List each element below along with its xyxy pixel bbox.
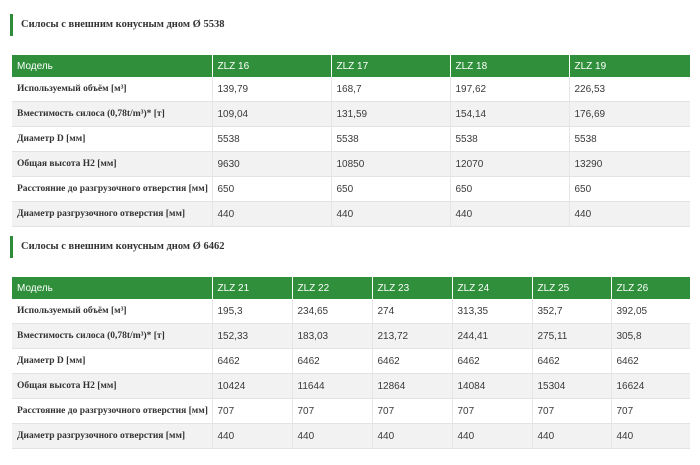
table-header-row (12, 55, 690, 77)
table-cell: 197,62 (450, 77, 569, 102)
table-cell: 15304 (532, 374, 611, 399)
table-cell: 707 (292, 399, 372, 424)
column-header-zlz-19: ZLZ 19 (569, 55, 690, 77)
table-cell: 13290 (569, 152, 690, 177)
table-cell: 10850 (331, 152, 450, 177)
table-cell: 6462 (532, 349, 611, 374)
table-cell: 16624 (611, 374, 690, 399)
table-cell: 440 (569, 202, 690, 227)
table-cell: 109,04 (212, 102, 331, 127)
table-cell: 226,53 (569, 77, 690, 102)
row-label: Общая высота Н2 [мм] (12, 152, 212, 177)
table-cell: 650 (331, 177, 450, 202)
table-cell: 195,3 (212, 299, 292, 324)
table-row (12, 349, 690, 374)
column-header-zlz-23: ZLZ 23 (372, 277, 452, 299)
table-cell: 440 (450, 202, 569, 227)
table-cell: 11644 (292, 374, 372, 399)
table-cell: 5538 (212, 127, 331, 152)
table-row (12, 299, 690, 324)
table-cell: 168,7 (331, 77, 450, 102)
table-row (12, 424, 690, 449)
table-cell: 440 (212, 424, 292, 449)
section-title-6462: Силосы с внешним конусным дном Ø 6462 (10, 236, 224, 258)
table-row (12, 127, 690, 152)
row-label: Диаметр разгрузочного отверстия [мм] (12, 424, 212, 449)
table-cell: 440 (331, 202, 450, 227)
table-cell: 5538 (331, 127, 450, 152)
table-cell: 10424 (212, 374, 292, 399)
column-header-zlz-21: ZLZ 21 (212, 277, 292, 299)
row-label: Диаметр D [мм] (12, 349, 212, 374)
table-cell: 707 (372, 399, 452, 424)
column-header-zlz-26: ZLZ 26 (611, 277, 690, 299)
table-cell: 6462 (292, 349, 372, 374)
section-title-5538: Силосы с внешним конусным дном Ø 5538 (10, 14, 224, 36)
column-header-zlz-16: ZLZ 16 (212, 55, 331, 77)
table-cell: 234,65 (292, 299, 372, 324)
table-cell: 183,03 (292, 324, 372, 349)
table-cell: 440 (292, 424, 372, 449)
table-cell: 707 (452, 399, 532, 424)
table-row (12, 324, 690, 349)
row-label: Используемый объём [м³] (12, 299, 212, 324)
table-row (12, 152, 690, 177)
row-label: Общая высота Н2 [мм] (12, 374, 212, 399)
table-cell: 12864 (372, 374, 452, 399)
table-cell: 213,72 (372, 324, 452, 349)
table-row (12, 399, 690, 424)
table-cell: 14084 (452, 374, 532, 399)
row-label: Используемый объём [м³] (12, 77, 212, 102)
column-header-zlz-18: ZLZ 18 (450, 55, 569, 77)
table-cell: 440 (372, 424, 452, 449)
column-header-zlz-24: ZLZ 24 (452, 277, 532, 299)
table-cell: 440 (611, 424, 690, 449)
table-cell: 9630 (212, 152, 331, 177)
table-cell: 707 (532, 399, 611, 424)
column-header-zlz-17: ZLZ 17 (331, 55, 450, 77)
table-cell: 650 (569, 177, 690, 202)
row-label: Вместимость силоса (0,78t/m³)* [т] (12, 102, 212, 127)
table-cell: 12070 (450, 152, 569, 177)
table-cell: 154,14 (450, 102, 569, 127)
column-header-zlz-22: ZLZ 22 (292, 277, 372, 299)
table-cell: 440 (452, 424, 532, 449)
table-cell: 275,11 (532, 324, 611, 349)
table-cell: 5538 (569, 127, 690, 152)
table-cell: 152,33 (212, 324, 292, 349)
column-header-model: Модель (12, 55, 212, 77)
table-cell: 274 (372, 299, 452, 324)
specs-table-6462 (12, 277, 690, 449)
table-row (12, 374, 690, 399)
table-cell: 176,69 (569, 102, 690, 127)
table-cell: 6462 (372, 349, 452, 374)
column-header-model: Модель (12, 277, 212, 299)
table-cell: 244,41 (452, 324, 532, 349)
row-label: Вместимость силоса (0,78t/m³)* [т] (12, 324, 212, 349)
table-cell: 650 (450, 177, 569, 202)
row-label: Диаметр D [мм] (12, 127, 212, 152)
table-cell: 131,59 (331, 102, 450, 127)
table-cell: 650 (212, 177, 331, 202)
table-row (12, 177, 690, 202)
table-row (12, 102, 690, 127)
specs-table-5538 (12, 55, 690, 227)
table-cell: 6462 (452, 349, 532, 374)
row-label: Расстояние до разгрузочного отверстия [мм] (12, 399, 212, 424)
row-label: Диаметр разгрузочного отверстия [мм] (12, 202, 212, 227)
table-cell: 440 (212, 202, 331, 227)
table-cell: 352,7 (532, 299, 611, 324)
table-cell: 707 (212, 399, 292, 424)
row-label: Расстояние до разгрузочного отверстия [мм] (12, 177, 212, 202)
table-cell: 6462 (212, 349, 292, 374)
table-cell: 6462 (611, 349, 690, 374)
table-cell: 707 (611, 399, 690, 424)
table-header-row (12, 277, 690, 299)
table-row (12, 77, 690, 102)
table-cell: 440 (532, 424, 611, 449)
table-row (12, 202, 690, 227)
table-cell: 313,35 (452, 299, 532, 324)
table-cell: 5538 (450, 127, 569, 152)
table-cell: 305,8 (611, 324, 690, 349)
table-cell: 392,05 (611, 299, 690, 324)
column-header-zlz-25: ZLZ 25 (532, 277, 611, 299)
table-cell: 139,79 (212, 77, 331, 102)
